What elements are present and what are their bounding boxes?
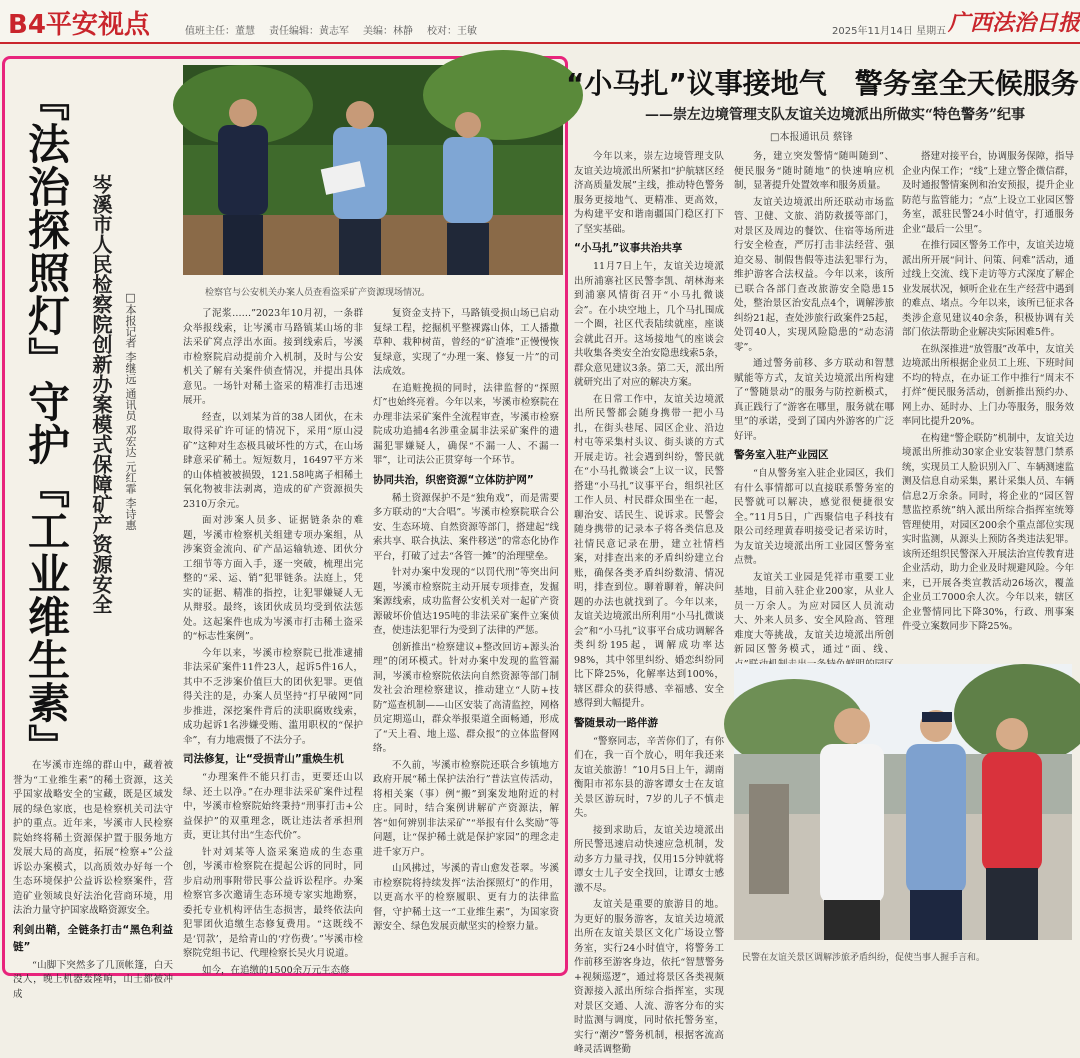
left-article-byline: □本报记者 李继远 通讯员 邓宏达 元红霏 李诗惠 [124, 291, 137, 531]
right-c2-p3: “自从警务室入驻企业园区，我们有什么事情都可以直接联系警务室的民警就可以解决，感觉很便捷很安全。”11月5日，广西聚信电子科技有限公司经理黄春明接受记者采访时，为友谊关边境派出所工业园区警务室点赞。 [734, 468, 894, 566]
left-c3-p3: 针对办案中发现的“以罚代刑”等突出问题，岑溪市检察院主动开展专项排查，发掘案源线索，成功监督公安机关对一起矿产资源破坏价值达195吨的非法采矿案件立案侦查，使违法犯罪行为受到了法律的严惩。 [373, 567, 559, 636]
left-c3-p5: 不久前，岑溪市检察院还联合乡镇地方政府开展“稀土保护法治行”普法宣传活动，将相关案（事）例“搬”到案发地附近的村庄。同时，结合案例讲解矿产资源法，解答“如何辨别非法采矿”“举报有什么奖励”等问题，让“保护稀土就是保护家园”的理念走进千家万户。 [373, 759, 559, 858]
right-c1-p0: 今年以来，崇左边境管理支队友谊关边境派出所紧扣“护航辖区经济高质量发展”主线，推动特色警务服务更接地气、更精准、更高效，为构建平安和谐南疆国门稳区打下了坚实基础。 [574, 151, 724, 235]
left-c3-p6: 山风拂过，岑溪的青山愈发苍翠。岑溪市检察院将持续发挥“法治探照灯”的作用，以更高水平的检察履职、更有力的法律监督，守护稀土这一“工业维生素”，为国家资源安全、绿色发展贡献坚实的检察力量。 [373, 863, 559, 932]
left-c2-h4: 司法修复，让“受损青山”重焕生机 [183, 753, 344, 765]
right-photo-caption: 民警在友谊关景区调解涉旅矛盾纠纷，促使当事人握手言和。 [742, 953, 986, 963]
left-c1-p0: 在岑溪市连绵的群山中，藏着被誉为“工业维生素”的稀土资源，这关乎国家战略安全的宝藏，既是区域发展的绿色家底，也是检察机关司法守护的重点。近年来，岑溪市人民检察院始终将稀土资源保护置于服务地方发展大局的高度，拓展“检察+”公益诉讼办案模式，以高质效办好每一个生态环境保护公益诉讼检察案件，营造矿业领域良好法治化营商环境，用法治力量守护国家战略资源安全。 [13, 760, 173, 916]
credit-proof: 校对：王敏 [427, 26, 477, 37]
right-column-2 [734, 150, 894, 655]
left-c2-p2: 面对涉案人员多、证据链条杂的难题，岑溪市检察机关组建专项办案组，从涉案资金流向、矿产品运输轨迹、团伙分工细节等方面入手，逐一突破，梳理出完整的“采、运、销”犯罪链条。法庭上，凭实的证据、精准的指控，让犯罪嫌疑人无从辩驳。最终，该团伙成员均受到依法惩处。这起案件也成为岑溪市打击稀土盗采的“标志性案例”。 [183, 515, 363, 642]
left-c3-p4: 创新推出“检察建议+整改回访+源头治理”的闭环模式。针对办案中发现的监管漏洞，岑溪市检察院依法向自然资源等部门制发社会治理检察建议，推动建立“人防+技防”巡查机制——山区安装了高清监控，网格员定期巡山，群众举报渠道全面畅通，形成了“天上看、地上巡、群众报”的立体监督网络。 [373, 641, 559, 754]
left-c2-p5: 针对刘某等人盗采案造成的生态重创，岑溪市检察院在提起公诉的同时，同步启动刑事附带民事公益诉讼程序。办案检察官多次邀请生态环境专家实地勘察，委托专业机构评估生态损害，最终依法向犯罪团伙追缴生态修复费用。“这既线不是‘罚款’，是给青山的‘疗伤费’。”岑溪市检察院党组书记、代理检察长吴火月说道。 [183, 846, 363, 959]
police-mediation-photo [734, 664, 1072, 940]
left-article-title: 『法治探照灯』守护『工业维生素』 [22, 79, 71, 767]
right-c1-p1: 11月7日上午，友谊关边境派出所浦寨社区民警李凯、胡林海来到浦寨风情街召开“小马扎微谈会”。在小块空地上，几个马扎围成一个圈，社区代表陆续就座，座谈会就此召开。这场接地气的座谈会共收集各类安全治安隐患线索5条，群众意见建议3条。第二天，派出所就研究出了对应的解决方案。 [574, 261, 724, 388]
right-article-subtitle: ——崇左边境管理支队友谊关边境派出所做实“特色警务”纪事 [644, 107, 1026, 123]
left-c3-p0: 复资金支持下，马路镇受损山场已启动复绿工程，挖掘机平整裸露山体，工人播撒草种、栽种树苗，曾经的“矿渣堆”正慢慢恢复绿意，实现了“办理一案、修复一片”的司法成效。 [373, 308, 559, 377]
left-c2-p1: 经查，以刘某为首的38人团伙，在未取得采矿许可证的情况下，采用“原山浸矿”这种对生态极具破坏性的方式，在山场肆意采矿稀土。短短数月，16497平方米的山体植被被损毁，121.58吨离子相稀土氧化物被非法剥离，造成的矿产资源损失2310万余元。 [183, 411, 363, 510]
right-c1-h3: 警随景动一路伴游 [574, 716, 658, 729]
right-column-1 [574, 150, 724, 1055]
right-column-3 [902, 150, 1074, 650]
left-c2-p4: “办理案件不能只打击，更要还山以绿、还土以净。”在办理非法采矿案件过程中，岑溪市检察院始终秉持“刑事打击+公益保护”的双重理念，既让违法者承担刑责，更让其付出“生态代价”。 [183, 772, 363, 841]
newspaper-logo: 广西法治日报 [948, 10, 1080, 36]
left-c3-h2: 协同共治，织密资源“立体防护网” [373, 473, 534, 486]
right-c1-p5: 友谊关是重要的旅游目的地。为更好的服务游客，友谊关边境派出所在友谊关景区文化广场设立警务室，实行24小时值守，将警务工作前移至游客身边，依托“智慧警务+视频巡逻”，通过将景区各类视频资源接入派出所综合指挥室，实现对景区交通、人流、游客分布的实时监测与调度，同时依托警务室，实行“潮汐”警务机制，根据客流高峰灵活调整勤 [574, 899, 724, 1055]
left-c3-p2: 稀土资源保护不是“独角戏”，而是需要多方联动的“大合唱”。岑溪市检察院联合公安、生态环境、自然资源等部门，搭建起“线索共享、联合执法、案件移送”的常态化协作平台，打破了过去“各管一摊”的治理壁垒。 [373, 492, 559, 562]
right-c2-p0: 务，建立突发警情“随叫随到”、便民服务“随时随地”的快速响应机制，显著提升处置效率和服务质量。 [734, 151, 894, 191]
credit-duty: 值班主任：董慧 [185, 26, 255, 37]
left-column-1 [13, 759, 173, 1000]
issue-date: 2025年11月14日 星期五 [832, 26, 947, 37]
left-c2-p6: 如今，在追缴的1500余万元生态修 [202, 964, 350, 976]
section-label: B4平安视点 [8, 10, 150, 40]
left-article-subtitle: 岑溪市人民检察院创新办案模式保障矿产资源安全 [89, 174, 113, 614]
right-c3-p0: 搭建对接平台，协调服务保障，指导企业内保工作；“线”上建立警企微信群，及时通报警情案例和治安预报，提升企业防范与监管能力；“点”上设立工业园区警务室，派驻民警24小时值守，打通服务企业“最后一公里”。 [902, 151, 1074, 235]
left-photo-caption: 检察官与公安机关办案人员查看盗采矿产资源现场情况。 [205, 288, 431, 298]
left-c1-h1: 利剑出鞘，全链条打击“黑色利益链” [13, 923, 173, 953]
left-c1-p1: “山脚下突然多了几顶帐篷，白天没人，晚上机器轰隆响，山土都被冲成 [13, 959, 173, 1000]
right-c1-p4: 接到求助后，友谊关边境派出所民警迅速启动快速应急机制，发动多方力量寻找，仅用15分钟就将谭女士儿子安全找回，让谭女士感激不尽。 [574, 824, 724, 894]
credit-design: 美编：林静 [363, 26, 413, 37]
highlighted-article-frame [2, 56, 568, 1000]
right-c1-p2: 在日常工作中，友谊关边境派出所民警都会随身携带一把小马扎，在街头巷尾、园区企业、沿边村屯等采集村头议、街头谈的方式开展走访。社会遇到纠纷，警民就在“小马扎微谈会”上议一议，民警搭建“小马扎”议事平台，组织社区工作人员、村民群众围坐在一起，聊治安、话民生、说诉求。民警会随身携带的记录本子将各类信息及社情民意记录在册，建立社情档案，对排查出来的矛盾纠纷建立台账，确保各类矛盾纠纷数清、情况明，排查到位。聊着聊着，解决问题的办法也就找到了。今年以来，友谊关边境派出所利用“小马扎微谈会”和“小马扎”议事平台成功调解各类纠纷195起，调解成功率达98%，其中邻里纠纷、婚恋纠纷同比下降25%，化解率达到100%，辖区群众的获得感、幸福感、安全感得到大幅提升。 [574, 393, 724, 709]
right-c3-p1: 在推行园区警务工作中，友谊关边境派出所开展“问计、问策、问难”活动，通过线上交流、线下走访等方式深度了解企业发展状况，倾听企业在生产经营中遇到的难点、堵点。今年以来，该所已征求各类涉企意见建议40余条，积极协调有关部门依法帮助企业解决实际困难5件。 [902, 240, 1074, 338]
left-c2-p0: 了泥浆……”2023年10月初，一条群众举报线索，让岑溪市马路镇某山场的非法采矿窝点浮出水面。接到线索后，岑溪市检察院启动提前介入机制，及时与公安机关了解有关案件侦查情况，并提出具体意见。一场针对稀土盗采的精准打击迅速展开。 [183, 308, 363, 406]
right-c1-h1: “小马扎”议事共治共享 [574, 242, 683, 254]
right-c2-p4: 友谊关工业园是凭祥市重要工业基地，目前入驻企业200家，从业人员一万余人。为应对园区人员流动大、外来人员多、安全风险高、管理难度大等挑战，友谊关边境派出所创新园区警务模式，通过“面、线、 [734, 571, 894, 655]
right-c2-h3: 警务室入驻产业园区 [734, 449, 829, 461]
left-c2-p3: 今年以来，岑溪市检察院已批准逮捕非法采矿案件11件23人，起诉5件16人，其中不乏涉案价值巨大的团伙犯罪。更值得关注的是，办案人员坚持“打早破网”同步推进，深挖案件背后的渎职腐败线索，成功起诉1名涉嫌受贿、滥用职权的“保护伞”，有力地震慑了不法分子。 [183, 647, 363, 746]
right-c3-p3: 在构建“警企联防”机制中，友谊关边境派出所推动30家企业安装智慧门禁系统，实现员工人脸识别入厂、车辆测速监测及信息自动采集，累计采集人员、车辆信息2万余条。同时，将企业的“园区智慧监控系统”纳入派出所综合指挥室统筹管理使用，对园区200余个重点部位实现实时监测，从源头上预防各类违法犯罪。该所还组织民警深入开展法治宣传教育进企业活动，助力企业及时规避风险。今年来，已开展各类宣教活动26场次，覆盖企业员工7000余人次。今年以来，辖区企业警情同比下降30%，行政、刑事案件受立案数同步下降25%。 [902, 432, 1074, 632]
right-c3-p2: 在纵深推进“放管服”改革中，友谊关边境派出所根据企业员工上班、下班时间不均的特点，在办证工作中推行“周末不打烊”便民服务活动，创新推出预约办、网上办、延时办、上门办等服务，服务效率同比提升20%。 [902, 343, 1074, 427]
left-column-2 [183, 307, 363, 975]
staff-credits [185, 22, 477, 37]
prosecutors-site-photo [183, 65, 563, 275]
right-article-title: “小马扎”议事接地气 警务室全天候服务 [566, 67, 1079, 100]
right-article-byline: □本报通讯员 蔡锋 [770, 132, 853, 143]
right-c1-p3: “警察同志，辛苦你们了，有你们在，我一百个放心，明年我还来友谊关旅游！”10月5日上午，湖南衡阳市祁东县的游客谭女士在友谊关景区游玩时，7岁的儿子不慎走失。 [574, 735, 724, 819]
credit-editor: 责任编辑：黄志军 [269, 26, 349, 37]
right-c2-p1: 友谊关边境派出所还联动市场监管、卫健、文旅、消防救援等部门，对景区及周边的餐饮、住宿等场所进行安全检查，严厉打击非法经营、强迫交易、制假售假等违法犯罪行为，维护游客合法权益。今年以来，该所已联合各部门查改旅游安全隐患15处，整治景区治安乱点4个，调解涉旅纠纷21起，查处涉旅行政案件25起，处罚40人，实现风险隐患的“动态清零”。 [734, 196, 894, 353]
page-header [0, 0, 1080, 44]
left-column-3 [373, 307, 559, 975]
right-c2-p2: 通过警务前移、多方联动和智慧赋能等方式，友谊关边境派出所构建了“警随景动”的服务与防控新模式，真正践行了“游客在哪里，服务就在哪里”的承诺，受到了国内外游客的广泛好评。 [734, 358, 894, 442]
left-c3-p1: 在追赃挽损的同时，法律监督的“探照灯”也始终亮着。今年以来，岑溪市检察院在办理非法采矿案件全流程审查，岑溪市检察院成功追捕4名涉重金属非法采矿案件的遗漏犯罪嫌疑人，确保“不漏一人、不漏一罪”，让司法公正贯穿每一个环节。 [373, 382, 559, 466]
